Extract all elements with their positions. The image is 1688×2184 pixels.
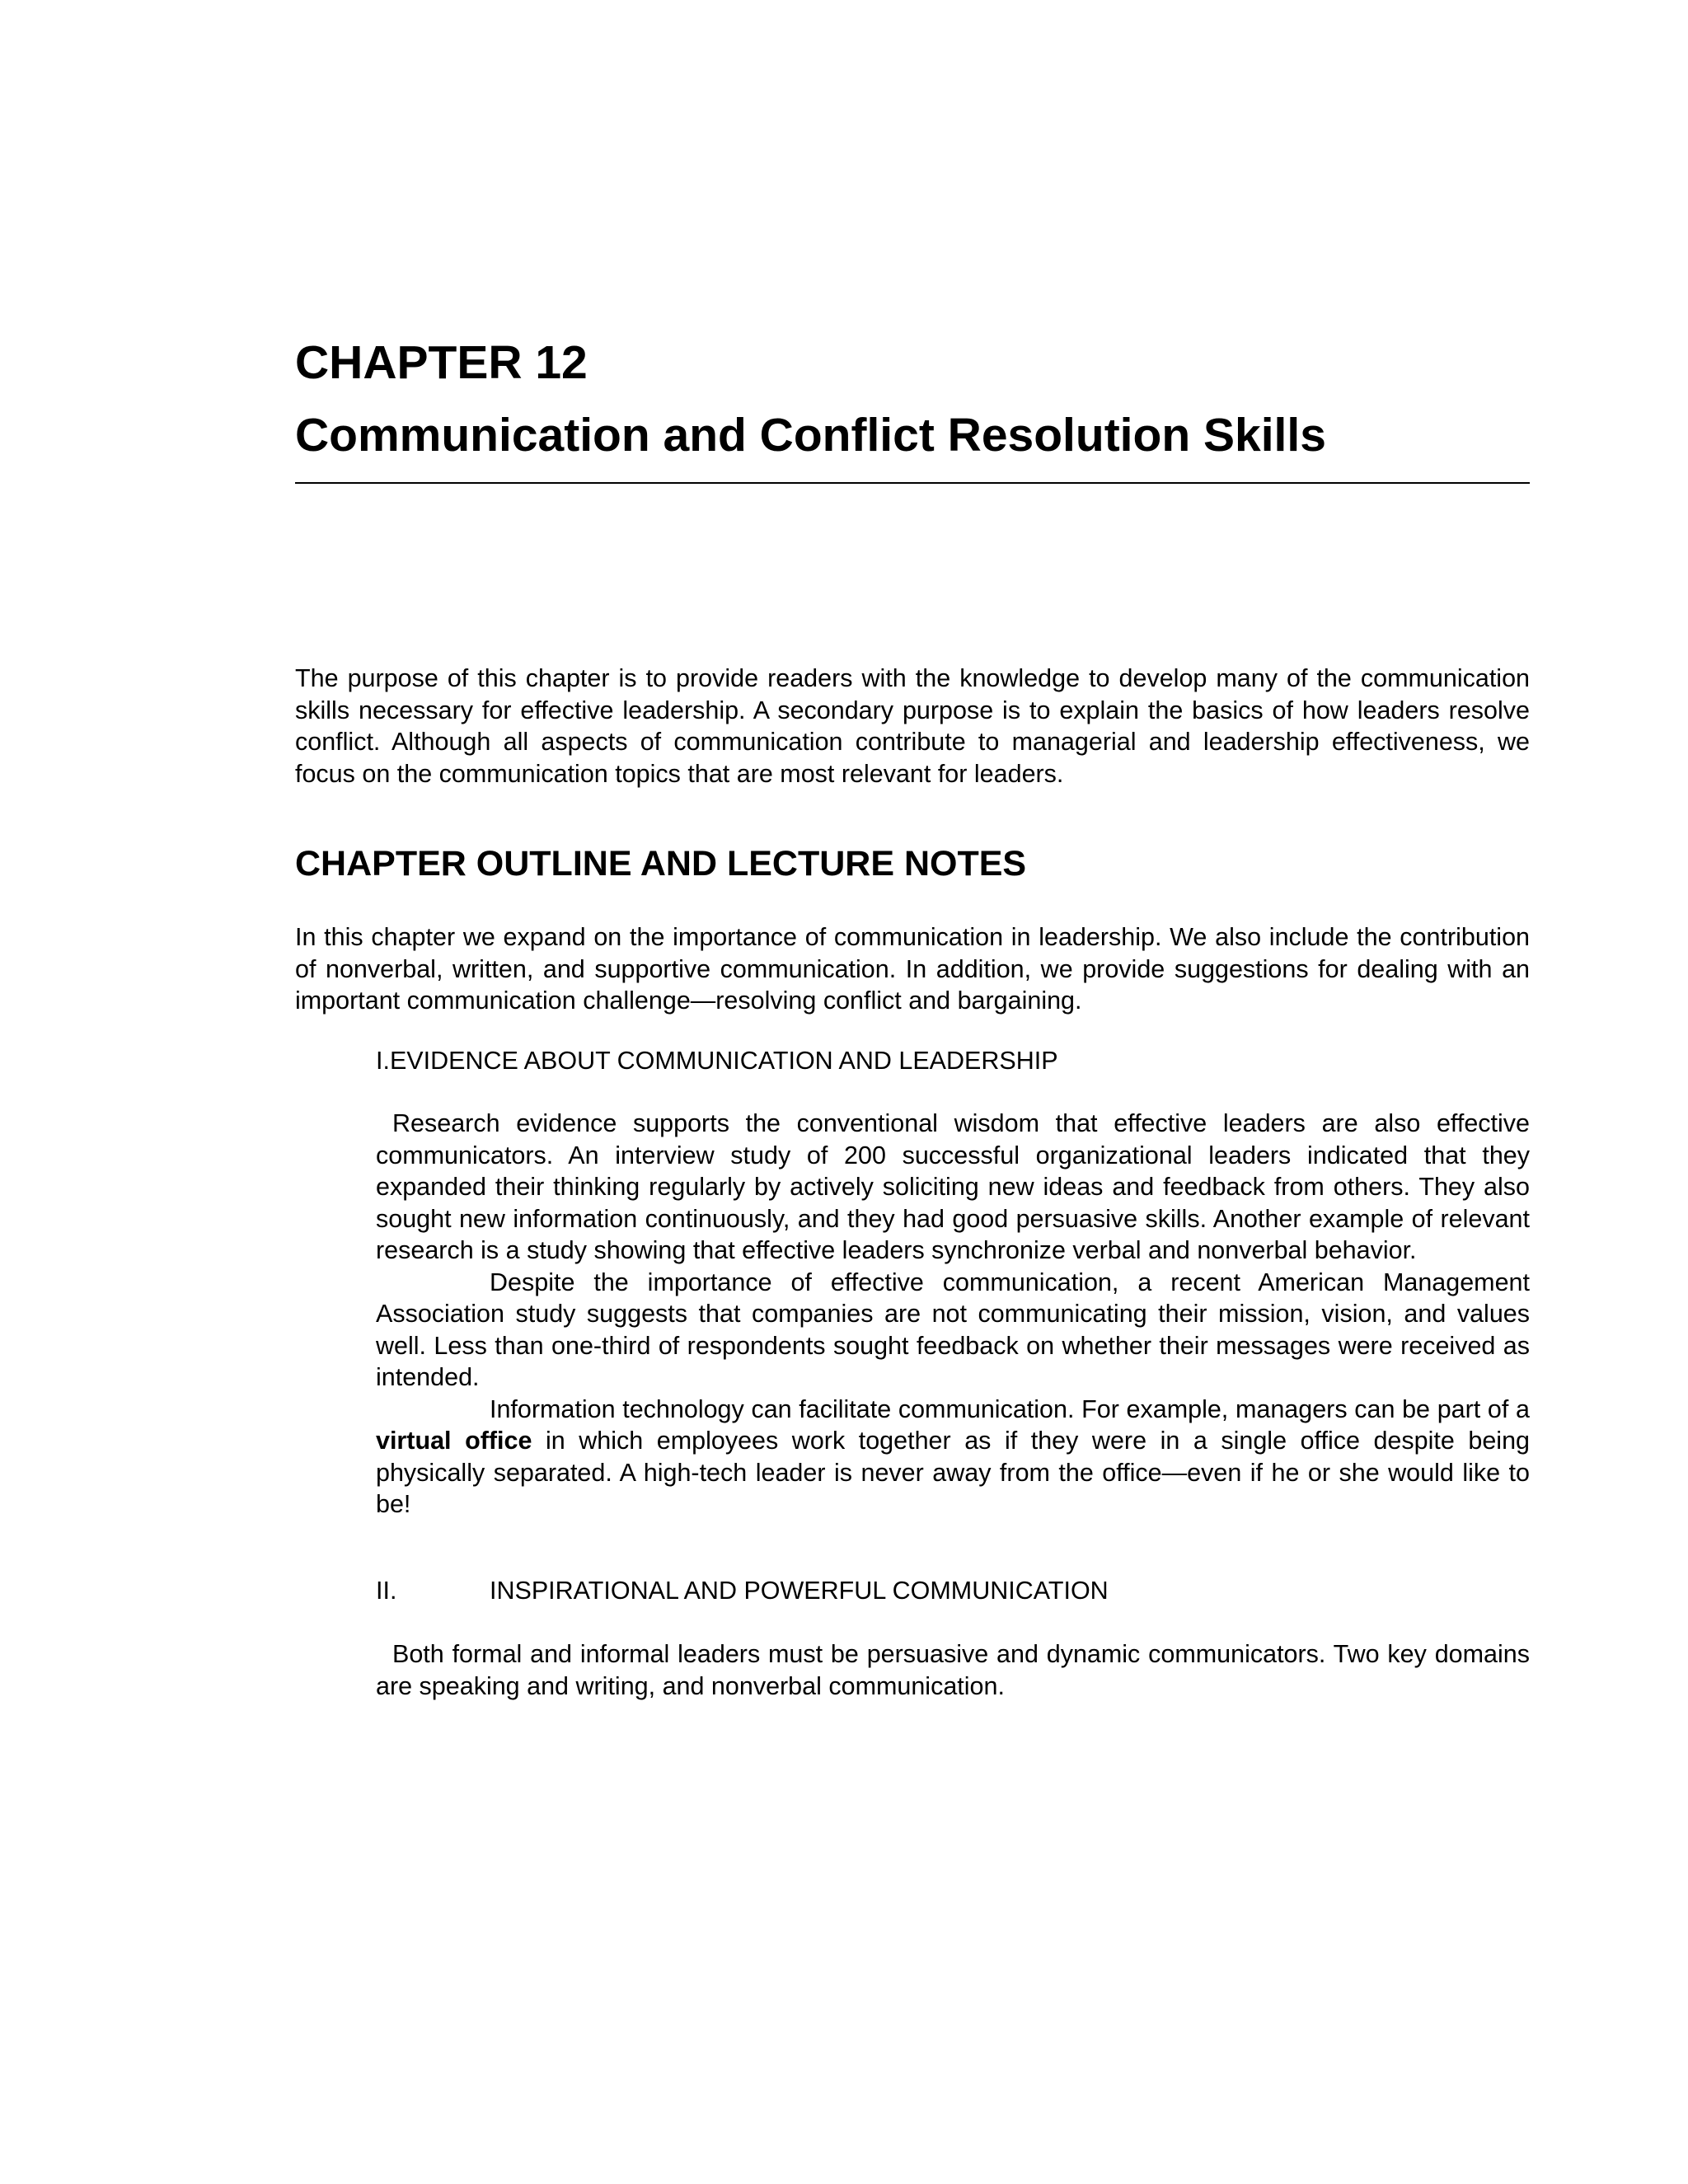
chapter-title: Communication and Conflict Resolution Skills	[295, 409, 1326, 462]
outline-heading: CHAPTER OUTLINE AND LECTURE NOTES	[295, 844, 1027, 883]
section-title-2: INSPIRATIONAL AND POWERFUL COMMUNICATION	[490, 1577, 1109, 1605]
section-heading-2	[376, 1575, 1109, 1607]
paragraph-3-text-end: in which employees work together as if they were in a single office despite being physically separated. A high-tech leader is never away from the office—even if he or she would like to be!	[376, 1427, 1530, 1518]
outline-intro-paragraph: In this chapter we expand on the importance of communication in leadership. We also include the contribution of nonverbal, written, and supportive communication. In addition, we provide suggestions for dealing with an important communication challenge—resolving conflict and bargaining.	[295, 923, 1530, 1015]
chapter-number: CHAPTER 12	[295, 336, 588, 389]
section-body-1	[376, 1108, 1530, 1521]
section-heading-1	[376, 1045, 1058, 1077]
virtual-office-term: virtual office	[376, 1427, 532, 1455]
title-divider	[295, 482, 1530, 484]
paragraph-3-text-start: Information technology can facilitate communication. For example, managers can be part of a	[490, 1394, 1530, 1423]
section-1-paragraph-1: Research evidence supports the conventional wisdom that effective leaders are also effective communicators. An interview study of 200 successful organizational leaders indicated that they expanded their thinking regularly by actively soliciting new ideas and feedback from others. They also sought new information continuously, and they had good persuasive skills. Another example of relevant research is a study showing that effective leaders synchronize verbal and nonverbal behavior.	[376, 1109, 1530, 1264]
section-1-paragraph-3	[376, 1394, 1530, 1521]
purpose-paragraph: The purpose of this chapter is to provide readers with the knowledge to develop many of the communication skills necessary for effective leadership. A secondary purpose is to explain the basics of how leaders resolve conflict. Although all aspects of communication contribute to managerial and leadership effectiveness, we focus on the communication topics that are most relevant for leaders.	[295, 664, 1530, 788]
section-2-paragraph-1: Both formal and informal leaders must be persuasive and dynamic communicators. Two key domains are speaking and writing, and nonverbal communication.	[376, 1640, 1530, 1700]
section-numeral-1: I.	[376, 1047, 390, 1075]
section-numeral-2: II.	[376, 1577, 397, 1605]
section-body-2	[376, 1638, 1530, 1702]
section-title-1: EVIDENCE ABOUT COMMUNICATION AND LEADERSHIP	[389, 1047, 1058, 1075]
section-1-paragraph-2: Despite the importance of effective communication, a recent American Management Association study suggests that companies are not communicating their mission, vision, and values well. Less than one-third of respondents sought feedback on whether their messages were received as intended.	[376, 1268, 1530, 1391]
